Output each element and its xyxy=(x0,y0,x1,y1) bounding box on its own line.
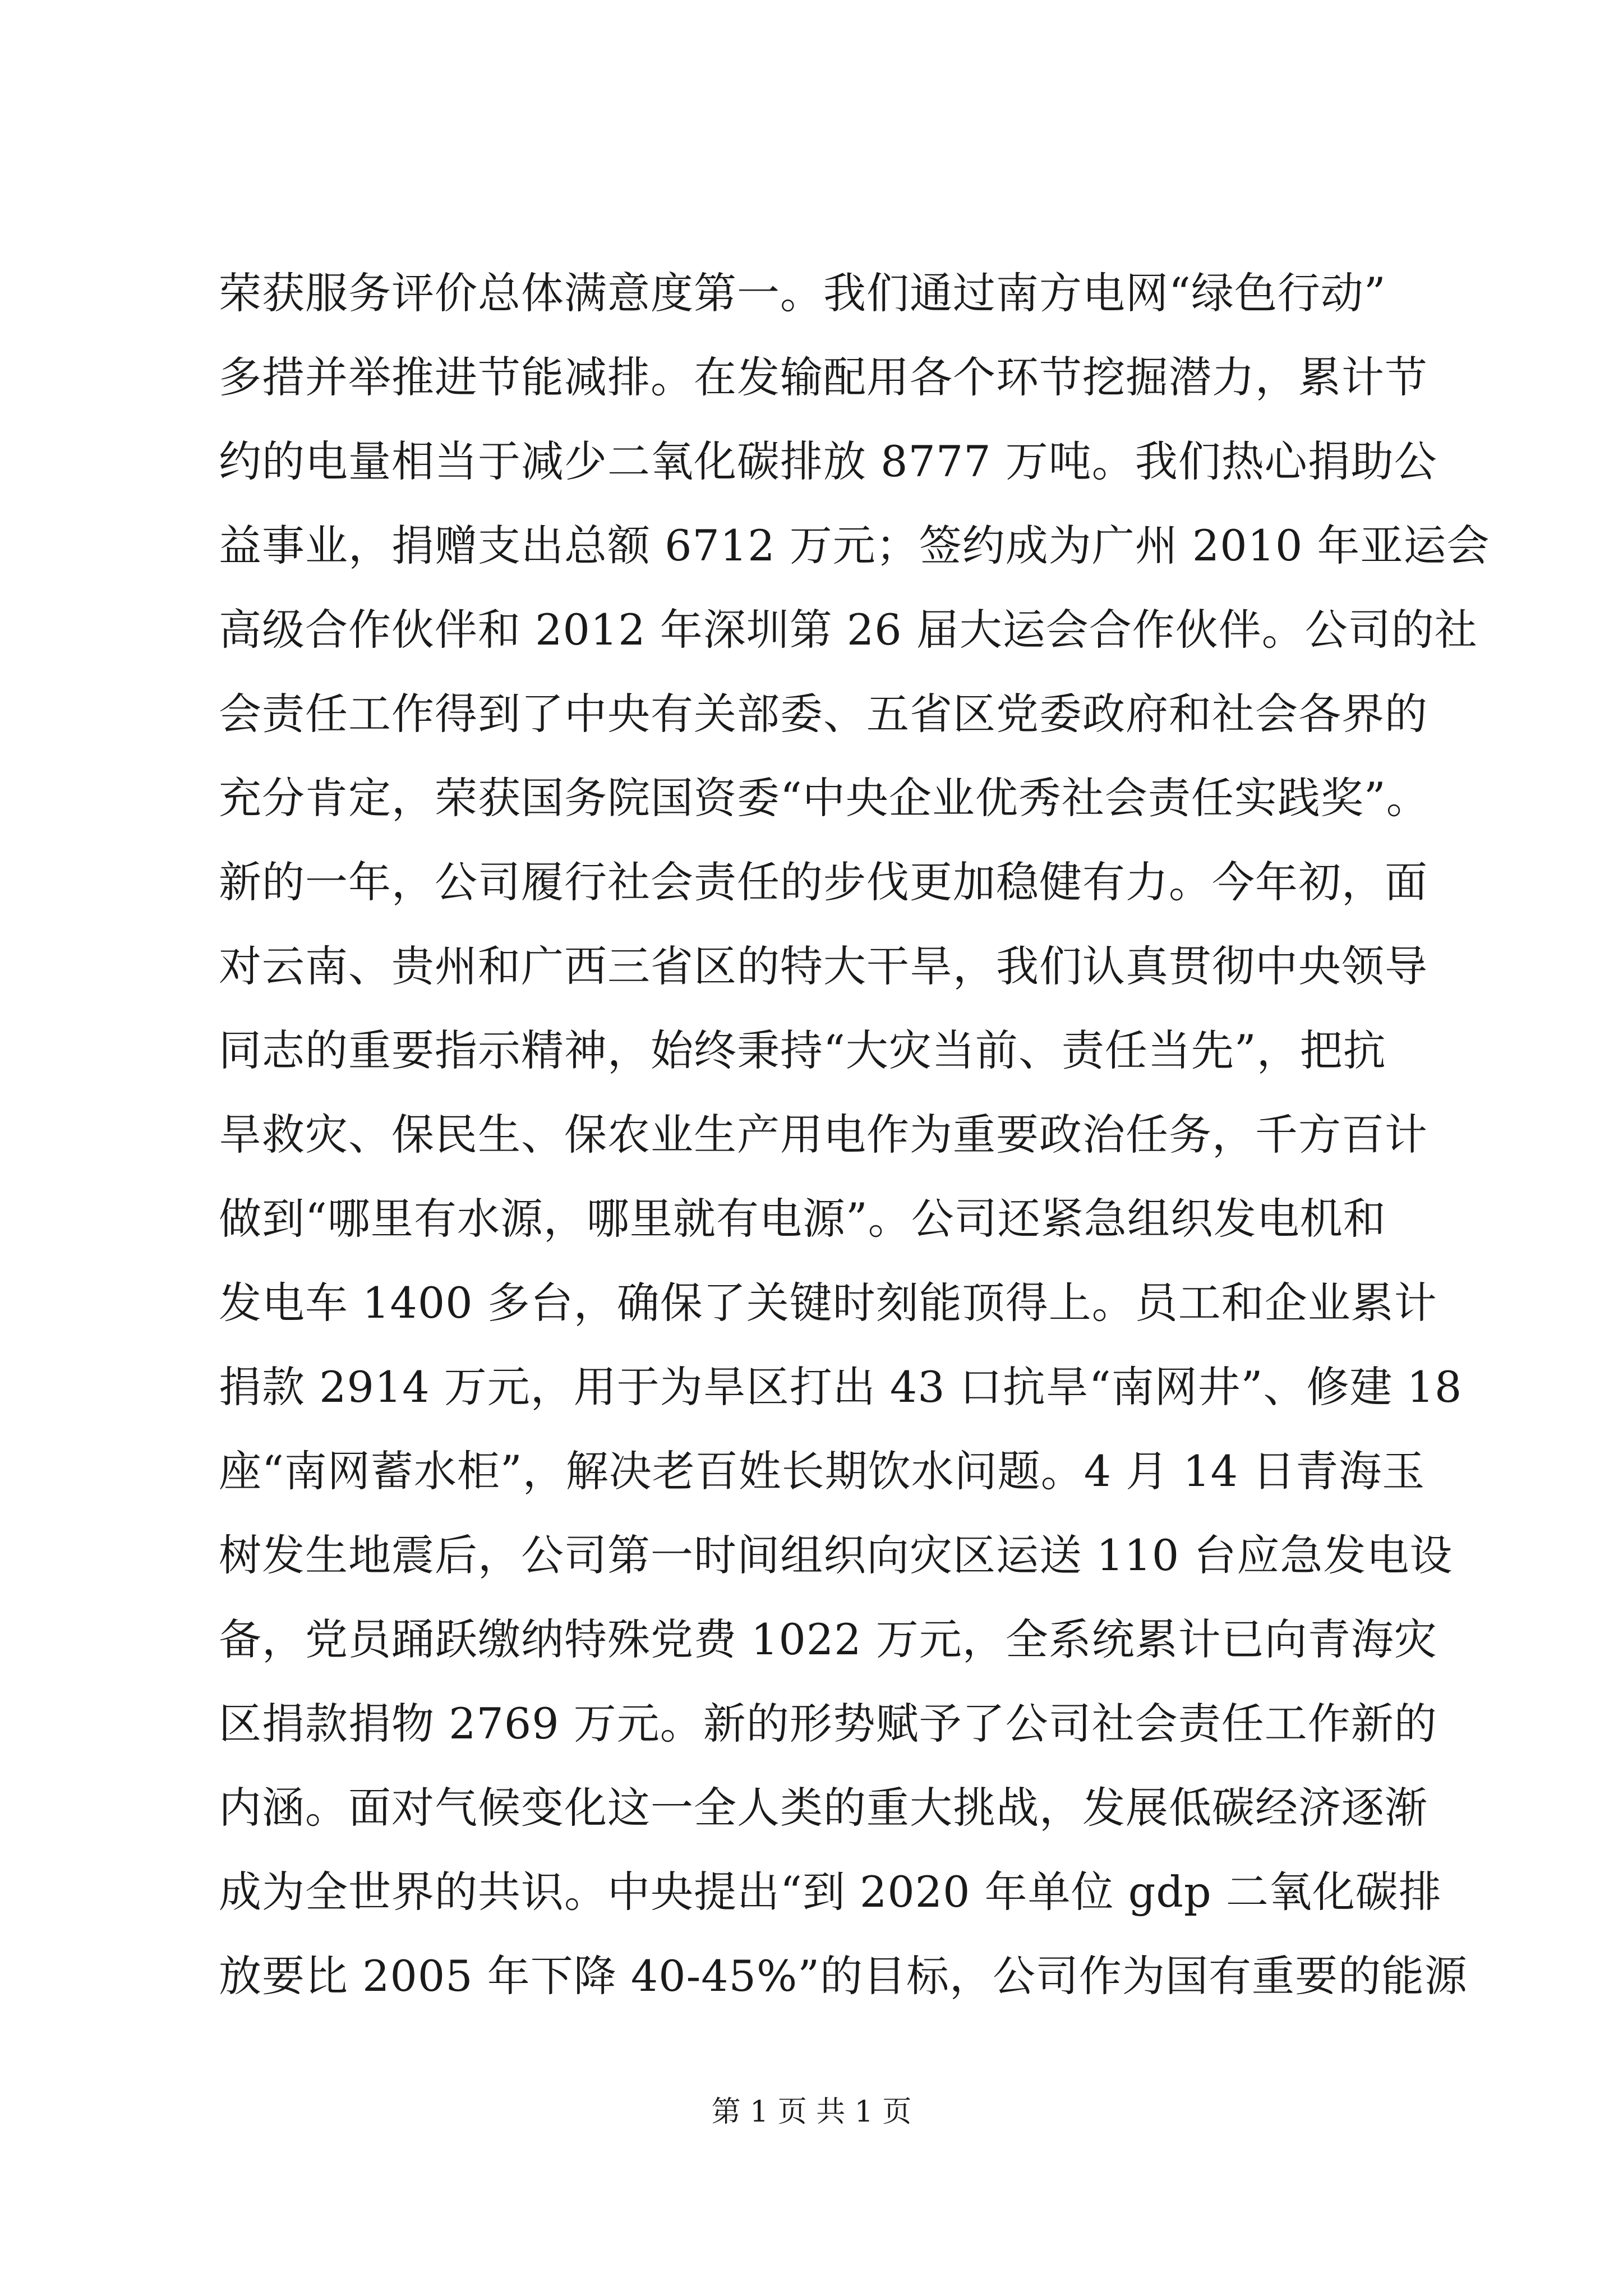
text-line: 会责任工作得到了中央有关部委、五省区党委政府和社会各界的 xyxy=(219,689,1428,739)
text-line: 对云南、贵州和广西三省区的特大干旱，我们认真贯彻中央领导 xyxy=(219,941,1428,991)
text-line: 座“南网蓄水柜”，解决老百姓长期饮水问题。4 月 14 日青海玉 xyxy=(219,1446,1426,1496)
text-line: 充分肯定，荣获国务院国资委“中央企业优秀社会责任实践奖”。 xyxy=(219,773,1430,823)
text-line: 备，党员踊跃缴纳特殊党费 1022 万元，全系统累计已向青海灾 xyxy=(219,1614,1437,1664)
text-line: 高级合作伙伴和 2012 年深圳第 26 届大运会合作伙伴。公司的社 xyxy=(219,605,1478,655)
page-number-label: 第 1 页 共 1 页 xyxy=(711,2095,912,2129)
body-text xyxy=(219,251,1490,2018)
text-line: 发电车 1400 多台，确保了关键时刻能顶得上。员工和企业累计 xyxy=(219,1278,1437,1328)
text-line: 约的电量相当于减少二氧化碳排放 8777 万吨。我们热心捐助公 xyxy=(219,436,1437,486)
text-line: 多措并举推进节能减排。在发输配用各个环节挖掘潜力，累计节 xyxy=(219,352,1428,402)
text-line: 旱救灾、保民生、保农业生产用电作为重要政治任务，千方百计 xyxy=(219,1110,1428,1159)
text-line: 内涵。面对气候变化这一全人类的重大挑战，发展低碳经济逐渐 xyxy=(219,1783,1428,1833)
text-line: 做到“哪里有水源，哪里就有电源”。公司还紧急组织发电机和 xyxy=(219,1194,1386,1244)
text-line: 同志的重要指示精神，始终秉持“大灾当前、责任当先”，把抗 xyxy=(219,1025,1386,1075)
text-line: 益事业，捐赠支出总额 6712 万元；签约成为广州 2010 年亚运会 xyxy=(219,521,1490,570)
page-footer xyxy=(0,2092,1623,2132)
text-line: 荣获服务评价总体满意度第一。我们通过南方电网“绿色行动” xyxy=(219,268,1386,318)
text-line: 新的一年，公司履行社会责任的步伐更加稳健有力。今年初，面 xyxy=(219,857,1428,907)
text-line: 捐款 2914 万元，用于为旱区打出 43 口抗旱“南网井”、修建 18 xyxy=(219,1362,1463,1412)
text-line: 树发生地震后，公司第一时间组织向灾区运送 110 台应急发电设 xyxy=(219,1530,1453,1580)
text-line: 成为全世界的共识。中央提出“到 2020 年单位 gdp 二氧化碳排 xyxy=(219,1867,1442,1917)
text-line: 放要比 2005 年下降 40-45%”的目标，公司作为国有重要的能源 xyxy=(219,1951,1468,2001)
text-line: 区捐款捐物 2769 万元。新的形势赋予了公司社会责任工作新的 xyxy=(219,1699,1437,1749)
